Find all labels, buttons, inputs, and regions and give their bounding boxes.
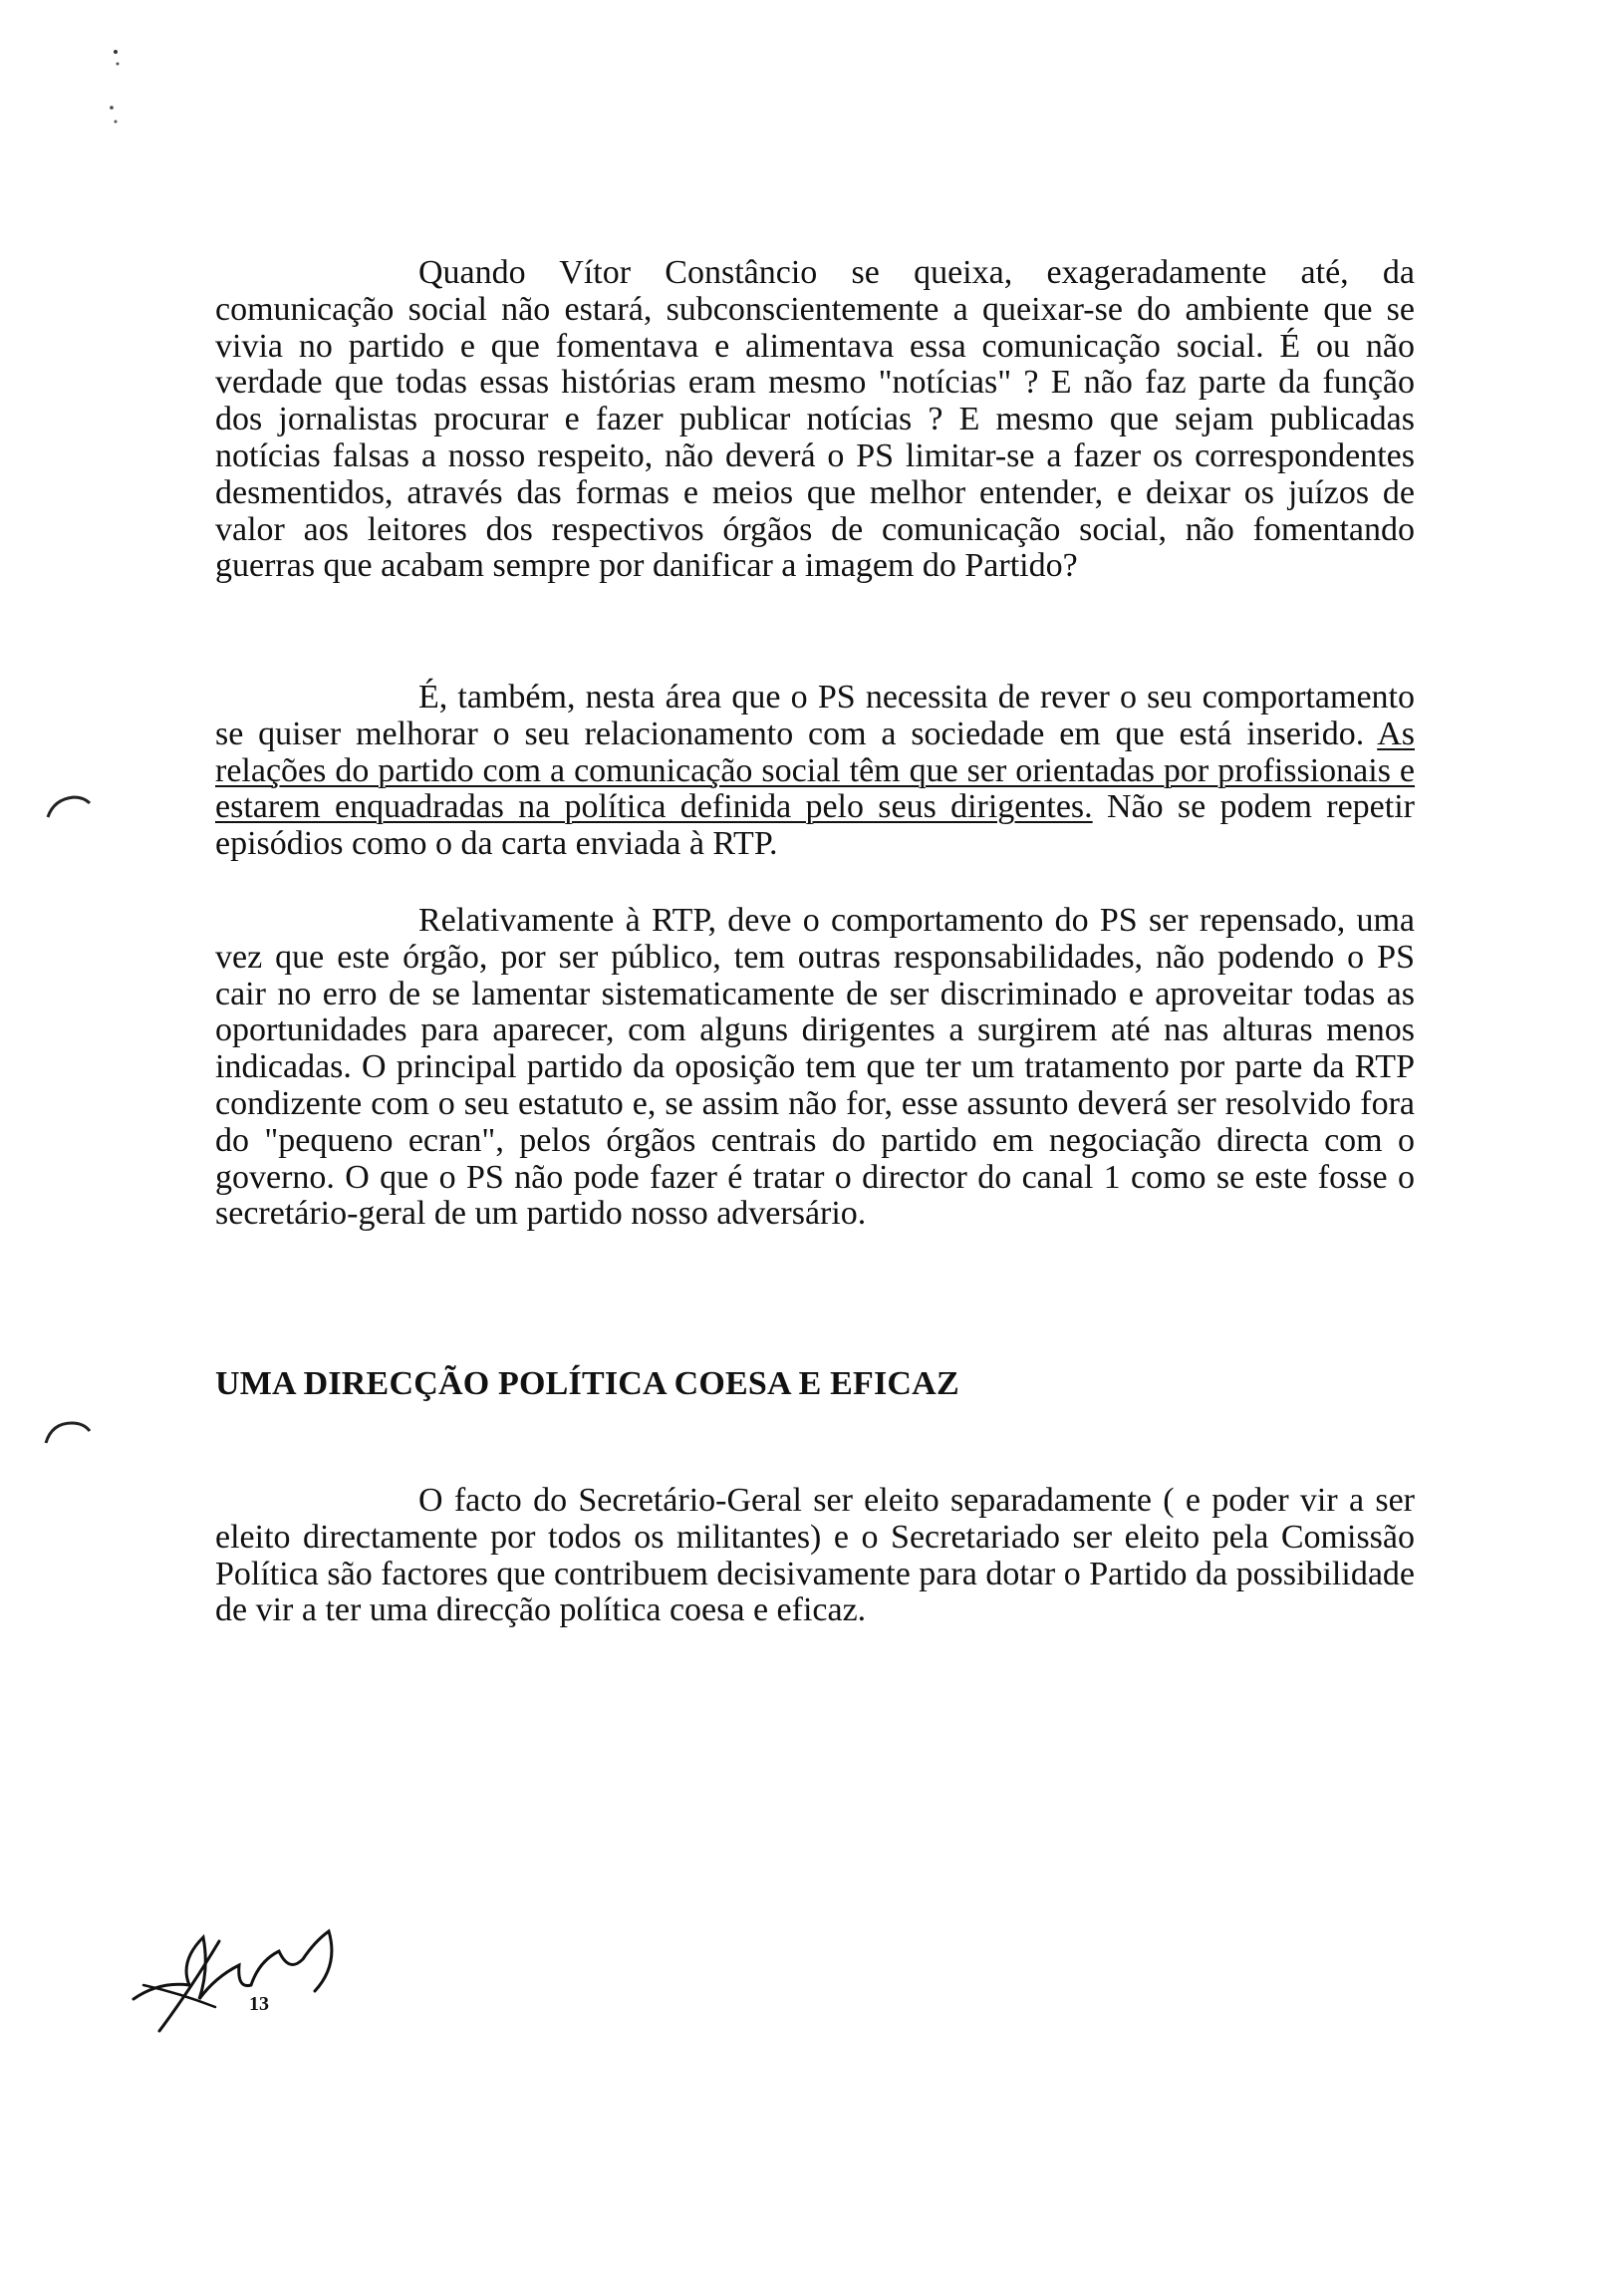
margin-bracket-mark-2	[40, 1413, 100, 1453]
paragraph-media-relations	[215, 680, 1415, 863]
page-number: 13	[249, 1993, 269, 2015]
underlined-statement: As relações do partido com a comunicação social têm que ser orientadas por profissionais e estarem enquadradas na política definida pelo seus dirigentes.	[215, 715, 1415, 826]
paragraph-media-relations-intro: É, também, nesta área que o PS necessita de rever o seu comportamento se quiser melhorar o seu relacionamento com a sociedade em que está inserido.	[215, 679, 1415, 752]
paragraph-rtp: Relativamente à RTP, deve o comportamento do PS ser repensado, uma vez que este órgão, por ser público, tem outras responsabilidades, não podendo o PS cair no erro de se lamentar sistematicamente de ser discriminado e aproveitar todas as oportunidades para aparecer, com alguns dirigentes a surgirem até nas alturas menos indicadas. O principal partido da oposição tem que ter um tratamento por parte da RTP condizente com o seu estatuto e, se assim não for, esse assunto deverá ser resolvido fora do "pequeno ecran", pelos órgãos centrais do partido em negociação directa com o governo. O que o PS não pode fazer é tratar o director do canal 1 como se este fosse o secretário-geral de um partido nosso adversário.	[215, 902, 1415, 1233]
scan-speck-marks	[100, 40, 139, 140]
paragraph-media-complaint: Quando Vítor Constâncio se queixa, exageradamente até, da comunicação social não estará, subconscientemente a queixar-se do ambiente que se vivia no partido e que fomentava e alimentava essa comunicação social. É ou não verdade que todas essas histórias eram mesmo "notícias" ? E não faz parte da função dos jornalistas procurar e fazer publicar notícias ? E mesmo que sejam publicadas notícias falsas a nosso respeito, não deverá o PS limitar-se a fazer os correspondentes desmentidos, através das formas e meios que melhor entender, e deixar os juízos de valor aos leitores dos respectivos órgãos de comunicação social, não fomentando guerras que acabam sempre por danificar a imagem do Partido?	[215, 254, 1415, 585]
handwritten-signature	[120, 1881, 359, 2041]
section-heading: UMA DIRECÇÃO POLÍTICA COESA E EFICAZ	[215, 1365, 959, 1402]
margin-bracket-mark	[40, 787, 100, 827]
paragraph-leadership: O facto do Secretário-Geral ser eleito separadamente ( e poder vir a ser eleito directamente por todos os militantes) e o Secretariado ser eleito pela Comissão Política são factores que contribuem decisivamente para dotar o Partido da possibilidade de vir a ter uma direcção política coesa e eficaz.	[215, 1482, 1415, 1629]
paragraph-media-relations-outro: Não se podem repetir episódios como o da carta enviada à RTP.	[215, 788, 1415, 863]
